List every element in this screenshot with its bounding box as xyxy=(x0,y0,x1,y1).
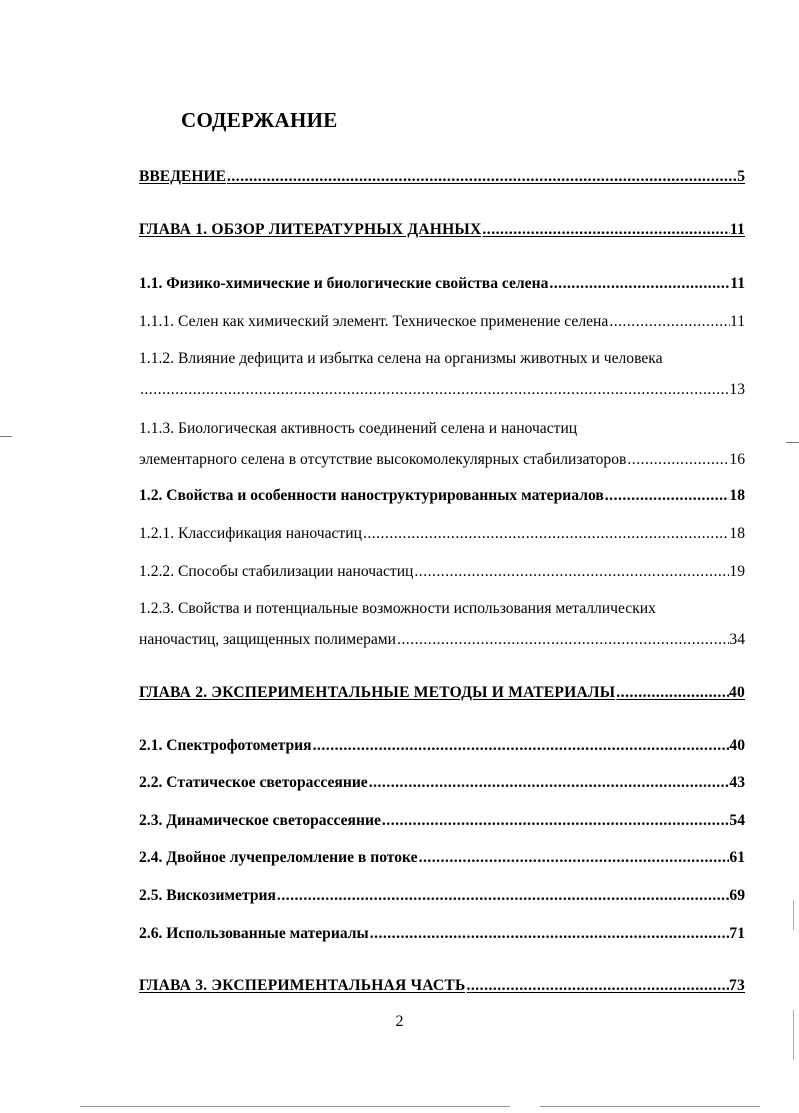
scan-mark xyxy=(80,1106,510,1107)
toc-entry-page: 40 xyxy=(729,737,745,754)
toc-leader-dots xyxy=(604,487,730,505)
page-title: СОДЕРЖАНИЕ xyxy=(181,108,338,132)
toc-entry-title: наночастиц, защищенных полимерами xyxy=(139,631,396,648)
toc-entry-section-1-1[interactable] xyxy=(139,275,745,293)
toc-entry-chapter-2[interactable] xyxy=(139,684,745,702)
toc-entry-title: 1.2.2. Способы стабилизации наночастиц xyxy=(139,563,414,580)
toc-entry-section-1-1-3[interactable] xyxy=(139,451,745,469)
toc-entry-title: 1.1. Физико-химические и биологические свойства селена xyxy=(139,275,549,292)
toc-entry-page: 43 xyxy=(729,774,745,791)
toc-entry-title: 2.1. Спектрофотометрия xyxy=(139,737,312,754)
toc-leader-dots xyxy=(396,631,729,649)
scan-mark xyxy=(793,900,794,930)
toc-leader-dots xyxy=(418,849,730,867)
scan-mark xyxy=(0,436,12,437)
toc-entry-page: 61 xyxy=(729,849,745,866)
toc-entry-section-1-1-2-title[interactable]: 1.1.2. Влияние дефицита и избытка селена на организмы животных и человека xyxy=(139,350,663,367)
toc-entry-title: 1.1.1. Селен как химический элемент. Техническое применение селена xyxy=(139,313,609,330)
toc-entry-title: 2.5. Вискозиметрия xyxy=(139,887,276,904)
toc-entry-section-2-3[interactable] xyxy=(139,812,745,830)
toc-entry-title: 1.2. Свойства и особенности наноструктурированных материалов xyxy=(139,487,604,504)
toc-entry-page: 71 xyxy=(729,925,745,942)
toc-leader-dots xyxy=(226,168,737,186)
toc-entry-chapter-1[interactable] xyxy=(139,221,745,239)
toc-entry-page: 19 xyxy=(729,563,745,580)
toc-entry-section-1-2-3[interactable] xyxy=(139,631,745,649)
toc-entry-section-2-5[interactable] xyxy=(139,887,745,905)
toc-entry-page: 18 xyxy=(729,487,745,504)
toc-leader-dots xyxy=(368,774,730,792)
toc-entry-section-1-2-1[interactable] xyxy=(139,525,745,543)
toc-entry-page: 40 xyxy=(729,684,745,701)
toc-entry-page: 73 xyxy=(729,977,745,994)
toc-leader-dots xyxy=(481,221,729,239)
toc-entry-title: 2.3. Динамическое светорассеяние xyxy=(139,812,381,829)
toc-entry-title: ВВЕДЕНИЕ xyxy=(139,168,226,185)
toc-entry-title: ГЛАВА 2. ЭКСПЕРИМЕНТАЛЬНЫЕ МЕТОДЫ И МАТЕРИАЛЫ xyxy=(139,684,616,701)
toc-leader-dots xyxy=(139,381,729,399)
toc-entry-page: 18 xyxy=(729,525,745,542)
toc-leader-dots xyxy=(312,737,730,755)
toc-leader-dots xyxy=(369,925,730,943)
toc-entry-page: 11 xyxy=(730,275,745,292)
toc-entry-introduction[interactable] xyxy=(139,168,745,186)
toc-entry-page: 54 xyxy=(729,812,745,829)
toc-leader-dots xyxy=(615,684,729,702)
toc-entry-section-1-1-2[interactable] xyxy=(139,381,745,399)
toc-entry-title: ГЛАВА 3. ЭКСПЕРИМЕНТАЛЬНАЯ ЧАСТЬ xyxy=(139,977,466,994)
toc-entry-section-2-4[interactable] xyxy=(139,849,745,867)
toc-entry-page: 11 xyxy=(729,221,745,238)
scan-mark xyxy=(786,442,799,443)
toc-leader-dots xyxy=(381,812,730,830)
toc-leader-dots xyxy=(626,451,729,469)
toc-entry-section-2-1[interactable] xyxy=(139,737,745,755)
page-number: 2 xyxy=(395,1013,404,1030)
toc-leader-dots xyxy=(465,977,729,995)
toc-entry-page: 16 xyxy=(729,451,745,468)
toc-entry-page: 69 xyxy=(729,887,745,904)
toc-entry-page: 11 xyxy=(729,313,745,330)
toc-entry-section-1-2-3-line-1[interactable]: 1.2.3. Свойства и потенциальные возможности использования металлических xyxy=(139,600,656,617)
toc-leader-dots xyxy=(548,275,730,293)
table-of-contents xyxy=(139,0,745,1113)
toc-entry-section-1-2-2[interactable] xyxy=(139,563,745,581)
toc-entry-section-1-1-1[interactable] xyxy=(139,313,745,331)
toc-entry-section-2-6[interactable] xyxy=(139,925,745,943)
toc-entry-page: 34 xyxy=(729,631,745,648)
toc-entry-page: 5 xyxy=(737,168,745,185)
toc-entry-title: 1.2.1. Классификация наночастиц xyxy=(139,525,362,542)
toc-entry-title: элементарного селена в отсутствие высокомолекулярных стабилизаторов xyxy=(139,451,627,468)
toc-leader-dots xyxy=(608,313,730,331)
toc-entry-page: 13 xyxy=(729,381,745,398)
scan-mark xyxy=(540,1106,760,1107)
toc-entry-section-1-1-3-line-1[interactable]: 1.1.3. Биологическая активность соединений селена и наночастиц xyxy=(139,420,578,437)
toc-entry-section-2-2[interactable] xyxy=(139,774,745,792)
toc-leader-dots xyxy=(413,563,729,581)
toc-entry-section-1-2[interactable] xyxy=(139,487,745,505)
toc-leader-dots xyxy=(362,525,729,543)
toc-leader-dots xyxy=(276,887,729,905)
toc-entry-title: 2.2. Статическое светорассеяние xyxy=(139,774,368,791)
toc-entry-chapter-3[interactable] xyxy=(139,977,745,995)
toc-entry-title: 2.6. Использованные материалы xyxy=(139,925,369,942)
scan-mark xyxy=(793,1010,794,1060)
toc-entry-title: 2.4. Двойное лучепреломление в потоке xyxy=(139,849,418,866)
toc-entry-title: ГЛАВА 1. ОБЗОР ЛИТЕРАТУРНЫХ ДАННЫХ xyxy=(139,221,482,238)
